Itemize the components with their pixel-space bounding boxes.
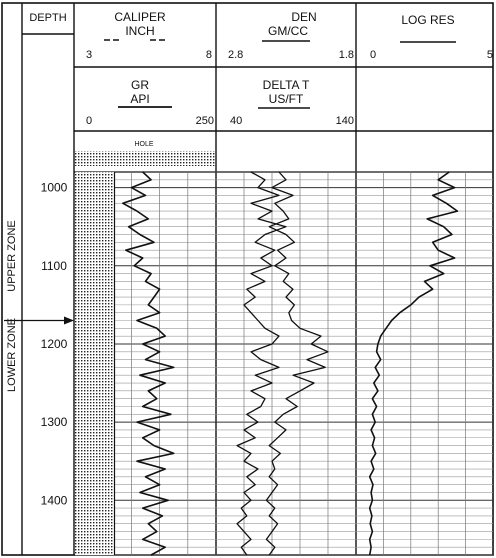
depth-label-1400: 1400 <box>40 493 68 508</box>
lower-zone-label: LOWER ZONE <box>6 318 18 392</box>
depth-label-1300: 1300 <box>40 415 68 430</box>
hole-fill-area <box>75 172 114 555</box>
gr-unit: API <box>130 92 150 106</box>
depth-label-1100: 1100 <box>41 258 67 273</box>
caliper-max: 8 <box>205 49 212 61</box>
den-min: 2.8 <box>228 49 244 61</box>
upper-zone-label: UPPER ZONE <box>6 220 18 292</box>
dt-label: DELTA T <box>262 78 310 92</box>
depth-label-1200: 1200 <box>40 336 68 351</box>
res-min: 0 <box>370 49 377 61</box>
den-unit: GM/CC <box>268 24 308 38</box>
hole-label: HOLE <box>134 141 154 148</box>
den-max: 1.8 <box>338 49 354 61</box>
gr-label: GR <box>131 78 149 92</box>
dt-min: 40 <box>230 115 243 127</box>
depth-header: DEPTH <box>29 12 67 24</box>
caliper-min: 3 <box>86 49 93 61</box>
gr-min: 0 <box>86 115 93 127</box>
res-max: 5 <box>486 49 493 61</box>
caliper-label: CALIPER <box>114 10 166 24</box>
hole-band <box>75 151 215 166</box>
dt-max: 140 <box>335 115 354 127</box>
gr-max: 250 <box>195 115 214 127</box>
den-label: DEN <box>291 10 317 24</box>
caliper-unit: INCH <box>125 24 155 38</box>
depth-label-1000: 1000 <box>40 180 68 195</box>
dt-unit: US/FT <box>268 92 304 106</box>
res-label: LOG RES <box>401 13 455 27</box>
